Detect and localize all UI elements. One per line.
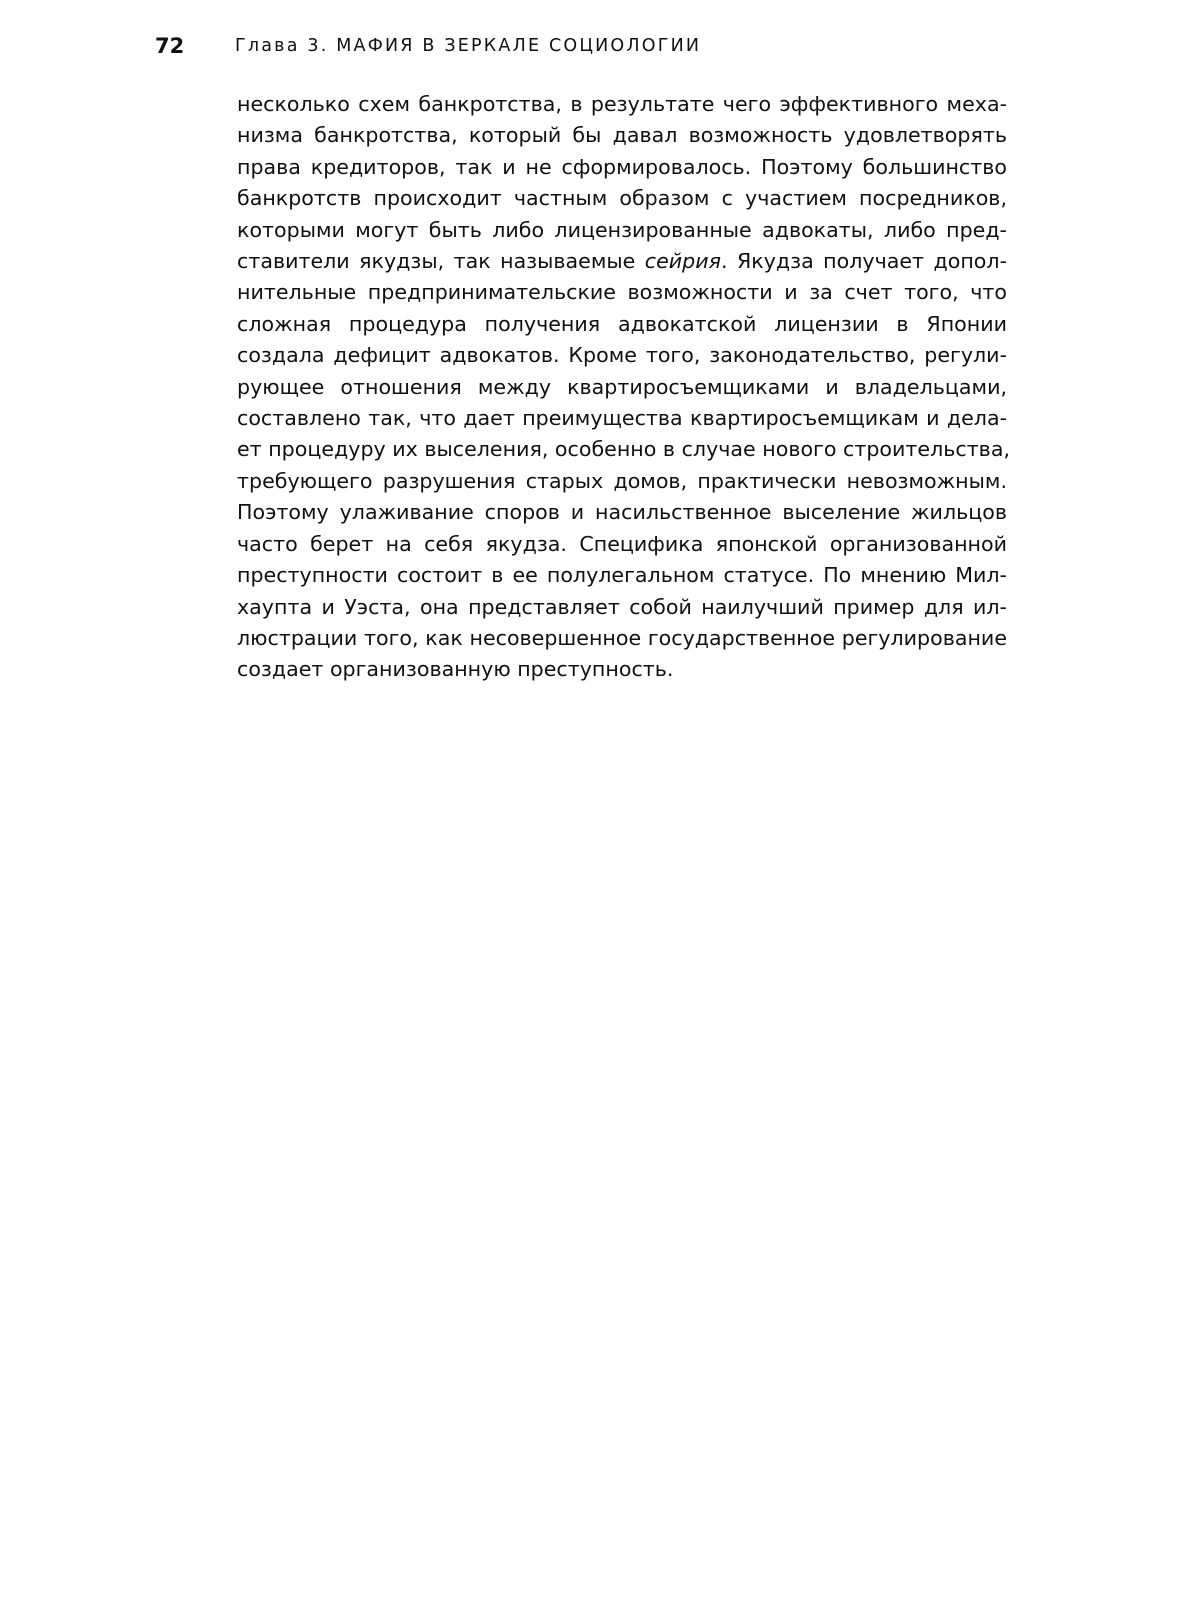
text-line: люстрации того, как несовершенное государственное регулирование <box>237 625 1007 650</box>
chapter-title: Глава 3. МАФИЯ В ЗЕРКАЛЕ СОЦИОЛОГИИ <box>235 36 702 56</box>
text-line: хаупта и Уэста, она представляет собой наилучший пример для ил- <box>237 594 1007 619</box>
page-number: 72 <box>155 34 185 58</box>
text-line: составлено так, что дает преимущества квартиросъемщикам и дела- <box>237 406 1007 431</box>
text-line-last: создает организованную преступность. <box>237 657 674 682</box>
text-line: создала дефицит адвокатов. Кроме того, законодательство, регули- <box>237 343 1007 368</box>
text-segment: . Якудза получает допол- <box>720 249 1008 274</box>
text-line-with-term <box>237 246 1007 277</box>
text-line: требующего разрушения старых домов, практически невозможным. <box>237 468 1007 493</box>
text-line: нительные предпринимательские возможности и за счет того, что <box>237 280 1007 305</box>
text-line: несколько схем банкротства, в результате чего эффективного меха- <box>237 92 1007 116</box>
text-line: ет процедуру их выселения, особенно в случае нового строительства, <box>237 437 1010 462</box>
text-line: Поэтому улаживание споров и насильственное выселение жильцов <box>237 500 1007 525</box>
text-line: часто берет на себя якудза. Специфика японской организованной <box>237 531 1007 556</box>
italic-term: сейрия <box>644 249 721 274</box>
text-line: сложная процедура получения адвокатской лицензии в Японии <box>237 311 1007 336</box>
text-line: низма банкротства, который бы давал возможность удовлетворять <box>237 123 1007 148</box>
text-line: права кредиторов, так и не сформировалось. Поэтому большинство <box>237 154 1007 179</box>
running-header <box>155 28 701 64</box>
text-line: рующее отношения между квартиросъемщиками и владельцами, <box>237 374 1007 399</box>
body-paragraph <box>237 89 1010 686</box>
text-line: преступности состоит в ее полулегальном статусе. По мнению Мил- <box>237 563 1007 588</box>
text-segment: ставители якудзы, так называемые <box>237 249 645 274</box>
text-line: которыми могут быть либо лицензированные адвокаты, либо пред- <box>237 217 1007 242</box>
text-line: банкротств происходит частным образом с участием посредников, <box>237 186 1007 211</box>
